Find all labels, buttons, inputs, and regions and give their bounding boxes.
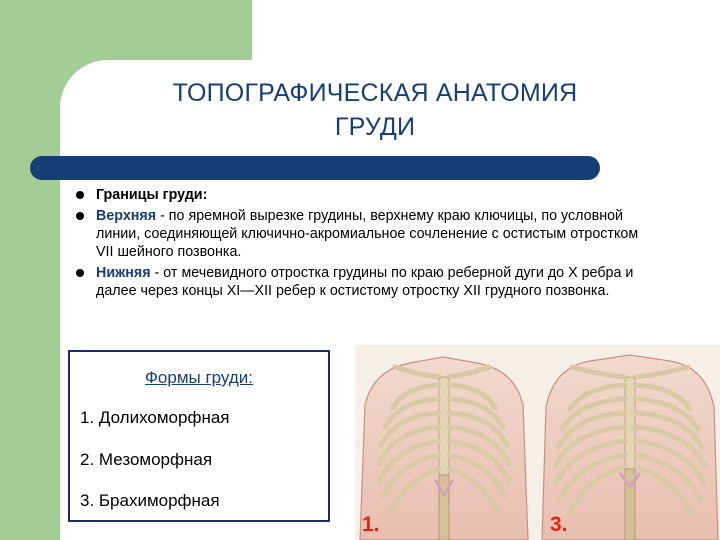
bullet-label: Нижняя <box>96 265 151 281</box>
bullet-text: - по яремной вырезке грудины, верхнему краю ключицы, по условной линии, соединяющей ключично-акромиальное сочленение с остистым отростком VII шейного позвонка. <box>96 208 639 260</box>
bullet-label: Границы груди: <box>96 187 208 203</box>
torso-figure-3 <box>542 355 718 540</box>
bullet-item-borders <box>74 186 654 204</box>
forms-item-3: 3. Брахиморфная <box>80 491 220 510</box>
forms-item-1: 1. Долихоморфная <box>80 408 230 427</box>
bullet-item-upper <box>74 207 654 261</box>
bullet-icon <box>76 212 84 220</box>
figure-label-1: 1. <box>362 513 380 536</box>
bullet-item-lower <box>74 264 654 300</box>
chest-forms-illustration <box>355 345 720 540</box>
chest-forms-box <box>68 350 330 522</box>
torso-figure-1 <box>360 357 528 540</box>
bullet-list <box>74 186 654 303</box>
bullet-icon <box>76 191 84 199</box>
forms-item-2: 2. Мезоморфная <box>80 450 213 469</box>
bullet-icon <box>76 269 84 277</box>
bullet-text: - от мечевидного отростка грудины по краю реберной дуги до X ребра и далее через концы XI—XII ребер к остистому отростку XII грудного позвонка. <box>96 265 634 299</box>
ribcage-illustration <box>355 345 720 540</box>
page-title <box>75 76 675 144</box>
forms-heading: Формы груди: <box>144 368 253 387</box>
title-divider <box>30 156 600 180</box>
title-line-1: ТОПОГРАФИЧЕСКАЯ АНАТОМИЯ <box>172 79 578 107</box>
title-line-2: ГРУДИ <box>334 113 416 141</box>
bullet-label: Верхняя <box>96 208 157 224</box>
figure-label-3: 3. <box>550 513 568 536</box>
